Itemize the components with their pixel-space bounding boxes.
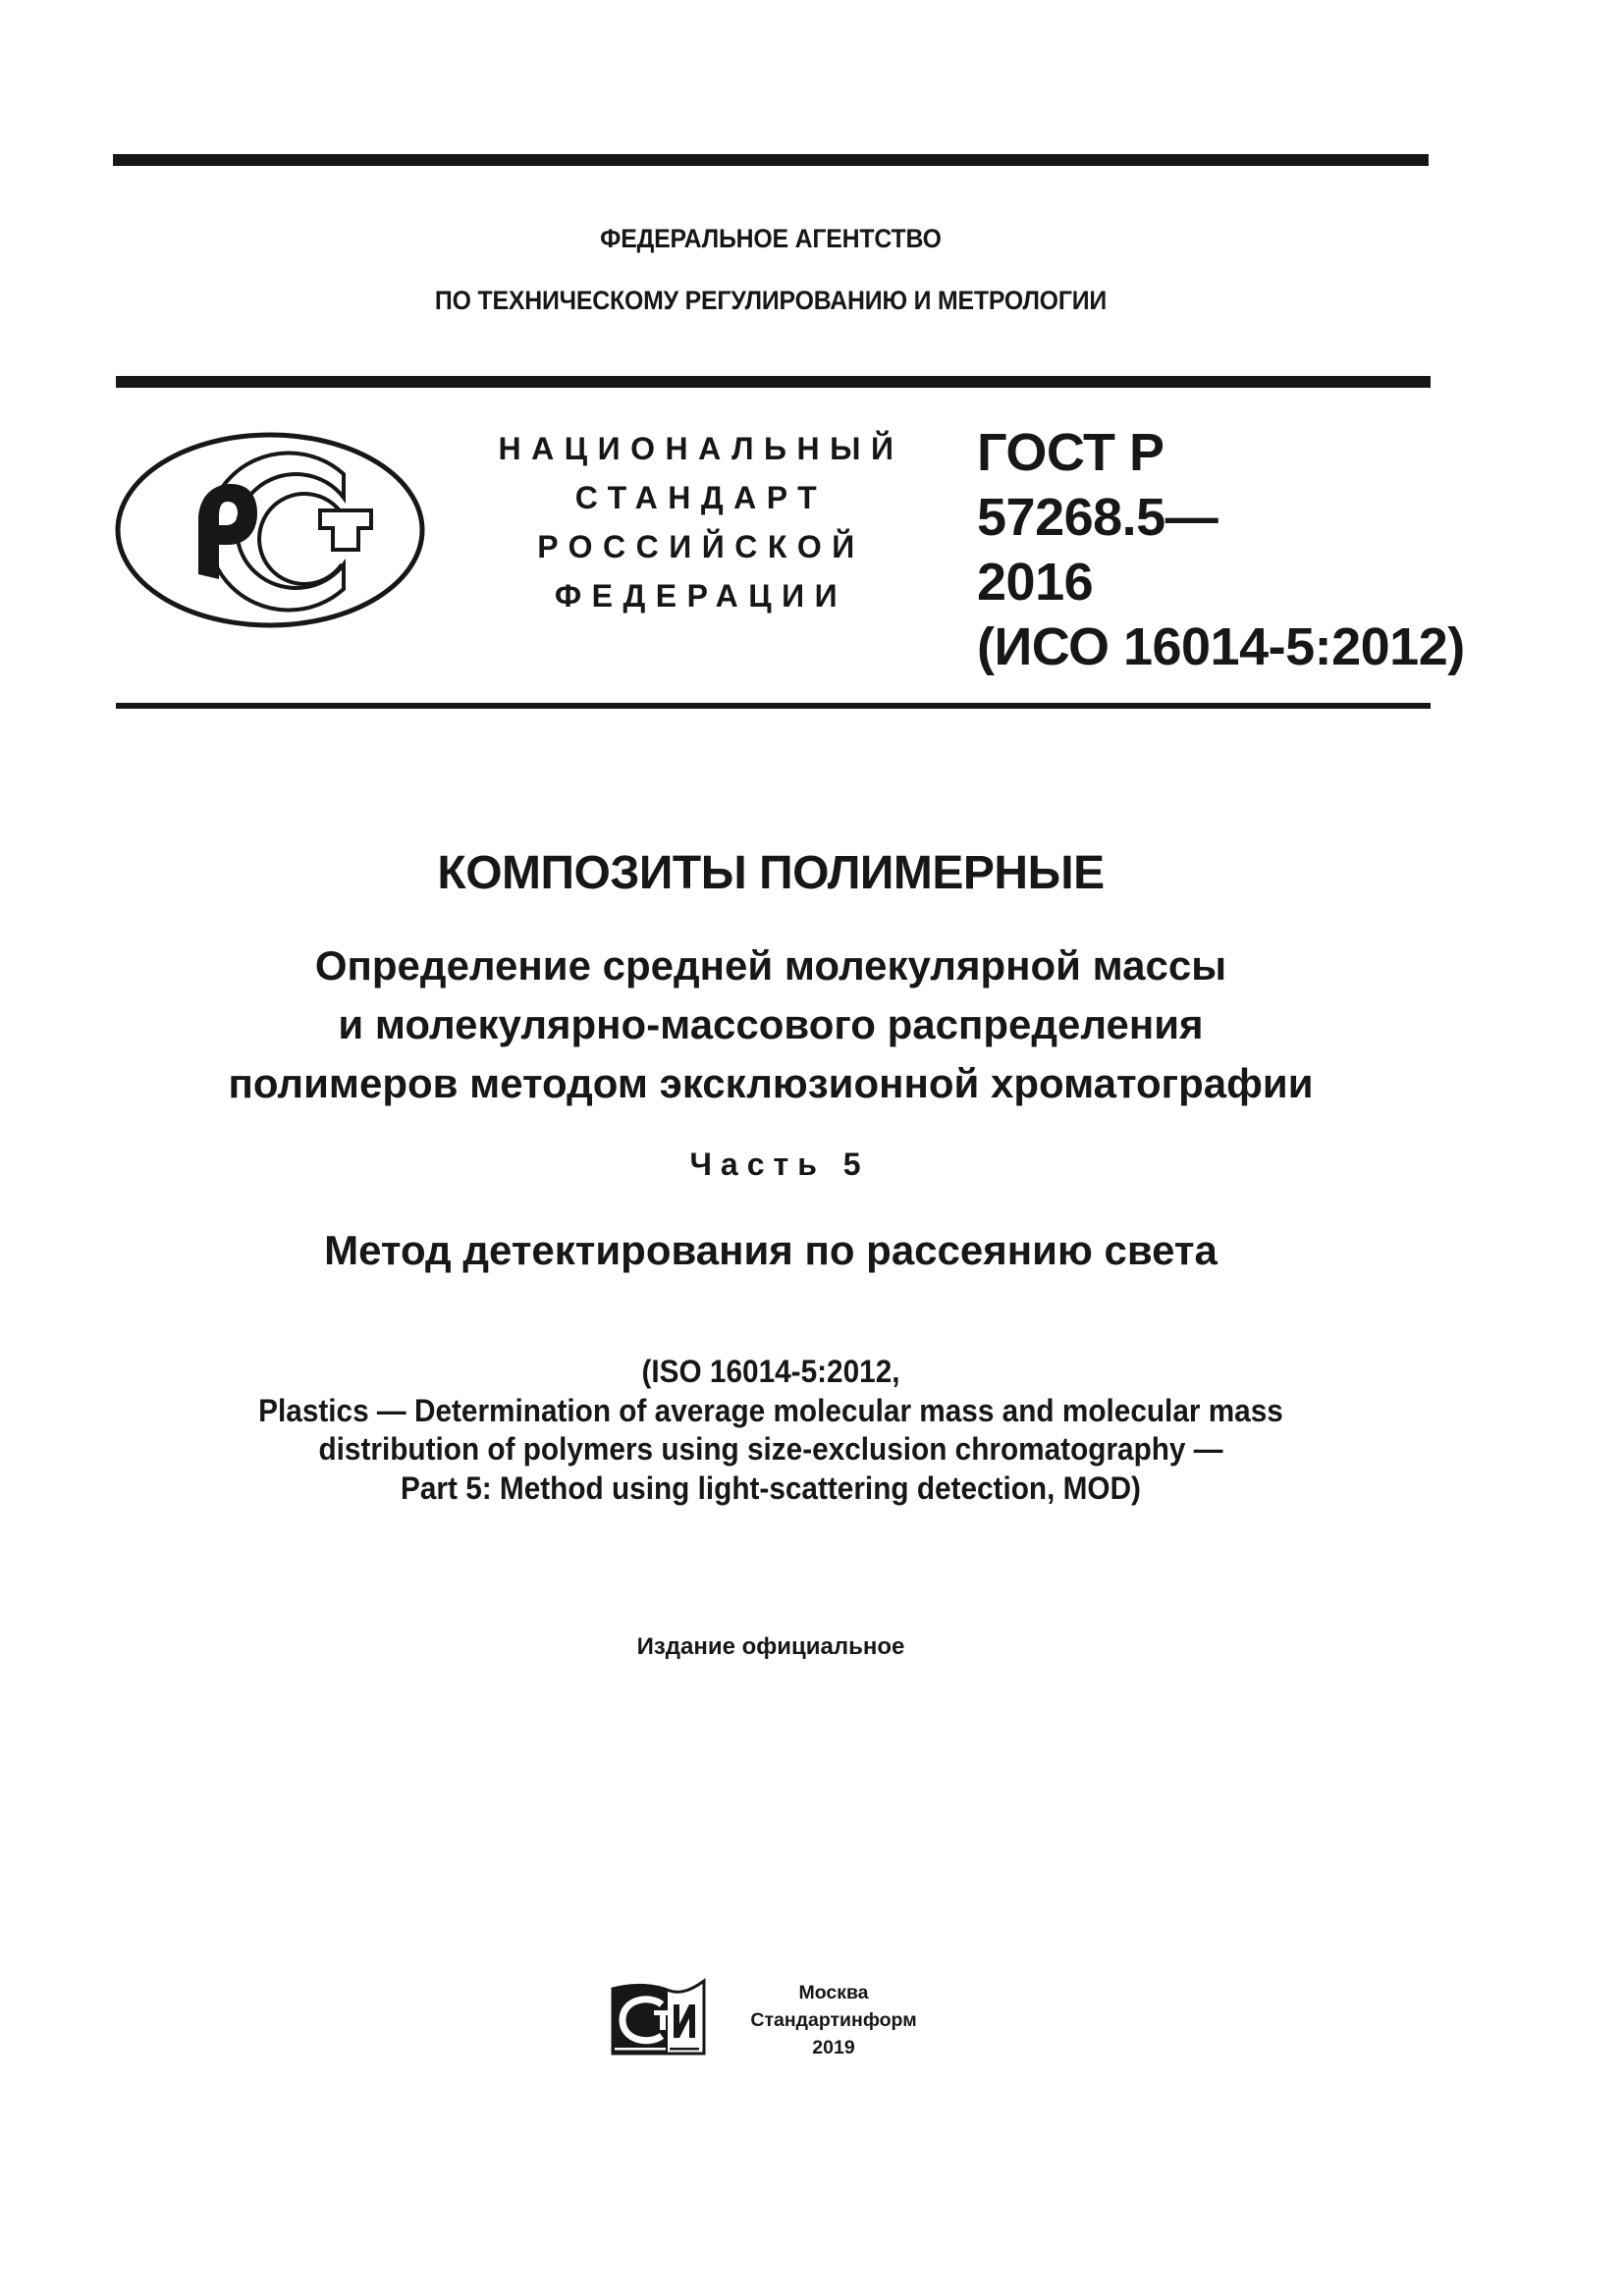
subtitle-line-1: Определение средней молекулярной массы <box>314 942 1227 988</box>
designation-line-3: 2016 <box>977 553 1094 612</box>
agency-line-2: ПО ТЕХНИЧЕСКОМУ РЕГУЛИРОВАНИЮ И МЕТРОЛОГИИ <box>434 286 1108 315</box>
rst-gost-logo-icon <box>108 427 432 635</box>
document-subtitle <box>113 936 1429 1113</box>
national-standard-label <box>461 424 941 620</box>
publisher-info <box>722 1979 946 2061</box>
national-standard-line-2: СТАНДАРТ <box>574 480 828 515</box>
iso-reference-line-1: (ISO 16014-5:2012, <box>641 1354 900 1389</box>
top-rule <box>113 154 1429 166</box>
iso-reference-line-2: Plastics — Determination of average molecular mass and molecular mass <box>258 1392 1283 1428</box>
designation-line-2: 57268.5— <box>977 488 1218 547</box>
part-number: Часть 5 <box>689 1147 870 1182</box>
subtitle-line-2: и молекулярно-массового распределения <box>338 1001 1204 1047</box>
national-standard-line-4: ФЕДЕРАЦИИ <box>554 578 848 614</box>
publisher-city: Москва <box>798 1982 869 2003</box>
iso-reference-line-3: distribution of polymers using size-exclusion chromatography — <box>318 1431 1223 1467</box>
header-rule <box>116 376 1431 388</box>
iso-reference-line-4: Part 5: Method using light-scattering detection, MOD) <box>401 1469 1141 1506</box>
publisher-name: Стандартинформ <box>750 2009 917 2031</box>
agency-line-1: ФЕДЕРАЛЬНОЕ АГЕНТСТВО <box>600 224 942 253</box>
subtitle-line-3: полимеров методом эксклюзионной хроматографии <box>228 1060 1314 1106</box>
standard-block-rule <box>116 703 1431 709</box>
standard-designation <box>977 420 1465 679</box>
part-title: Метод детектирования по рассеянию света <box>324 1227 1218 1273</box>
designation-line-1: ГОСТ Р <box>977 423 1164 482</box>
designation-line-4: (ИСО 16014-5:2012) <box>977 617 1465 676</box>
edition-label: Издание официальное <box>636 1633 905 1660</box>
national-standard-line-1: НАЦИОНАЛЬНЫЙ <box>498 431 904 466</box>
iso-reference <box>159 1353 1382 1508</box>
publisher-year: 2019 <box>812 2037 855 2058</box>
standartinform-logo-icon <box>611 1977 707 2057</box>
national-standard-line-3: РОССИЙСКОЙ <box>537 529 865 564</box>
document-title: КОМПОЗИТЫ ПОЛИМЕРНЫЕ <box>437 847 1105 899</box>
